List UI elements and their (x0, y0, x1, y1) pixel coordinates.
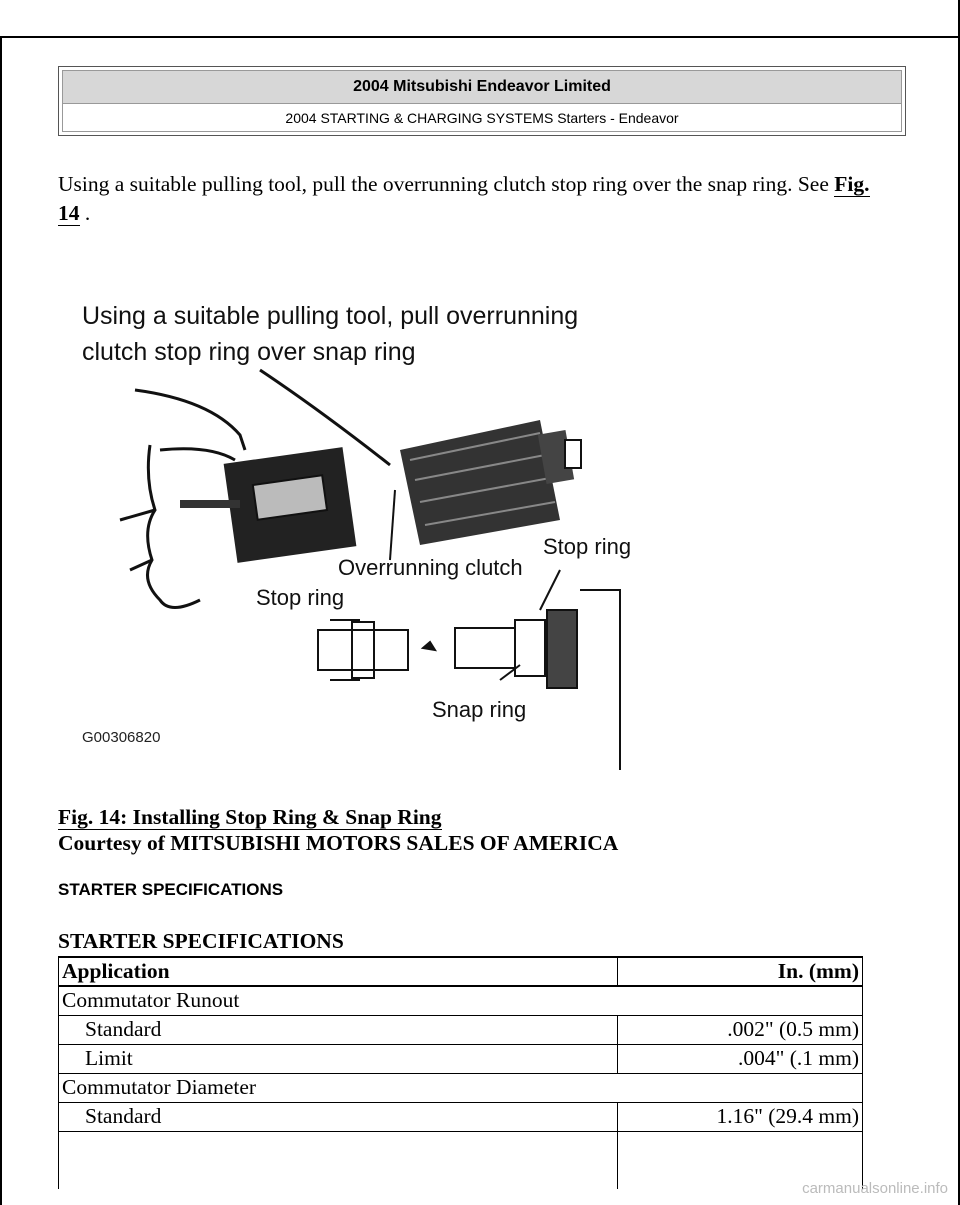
figure-caption-link[interactable]: Fig. 14: Installing Stop Ring & Snap Ring (58, 805, 442, 829)
figure-14-illustration (60, 270, 720, 770)
row-value: 1.16" (29.4 mm) (618, 1102, 863, 1131)
empty-cell (59, 1131, 618, 1189)
header-application: Application (59, 957, 618, 986)
figure-caption-title (58, 804, 442, 831)
table-row (59, 1015, 863, 1044)
row-label: Commutator Diameter (59, 1073, 863, 1102)
document-subtitle: 2004 STARTING & CHARGING SYSTEMS Starters - Endeavor (63, 104, 901, 131)
figure-caption-credit: Courtesy of MITSUBISHI MOTORS SALES OF AMERICA (58, 831, 619, 855)
document-header (58, 66, 906, 136)
table-title: STARTER SPECIFICATIONS (58, 929, 344, 953)
table-row (59, 986, 863, 1015)
label-snap-ring: Snap ring (432, 697, 527, 722)
specifications-table (58, 956, 863, 1189)
label-overrunning-clutch: Overrunning clutch (338, 555, 523, 580)
figure-code: G00306820 (82, 729, 161, 746)
intro-text: Using a suitable pulling tool, pull the overrunning clutch stop ring over the snap ring. See (58, 172, 835, 196)
row-label: Limit (59, 1044, 618, 1073)
fig-14-link[interactable]: Fig. 14 (58, 172, 870, 225)
page-frame-top (0, 36, 960, 38)
intro-text-end: . (79, 201, 91, 225)
table-row-empty (59, 1131, 863, 1189)
figure-instruction-line2: clutch stop ring over snap ring (82, 338, 416, 366)
armature-drawing (400, 420, 581, 545)
table-row (59, 1102, 863, 1131)
row-label: Commutator Runout (59, 986, 863, 1015)
table-row (59, 1044, 863, 1073)
label-stop-ring-left: Stop ring (256, 585, 345, 610)
section-heading: STARTER SPECIFICATIONS (58, 880, 284, 899)
document-header-inner (62, 70, 902, 132)
row-label: Standard (59, 1015, 618, 1044)
document-title: 2004 Mitsubishi Endeavor Limited (63, 71, 901, 104)
watermark: carmanualsonline.info (802, 1180, 948, 1197)
table-header-row (59, 957, 863, 986)
row-value: .004" (.1 mm) (618, 1044, 863, 1073)
row-label: Standard (59, 1102, 618, 1131)
header-value: In. (mm) (618, 957, 863, 986)
figure-instruction-line1: Using a suitable pulling tool, pull overrunning (82, 302, 579, 330)
table-row (59, 1073, 863, 1102)
pulling-tool-drawing (180, 447, 356, 563)
pinion-assembly-drawing (318, 590, 620, 770)
row-value: .002" (0.5 mm) (618, 1015, 863, 1044)
intro-paragraph (58, 170, 878, 228)
page-frame-left (0, 36, 2, 1205)
label-stop-ring-right: Stop ring (543, 534, 632, 559)
